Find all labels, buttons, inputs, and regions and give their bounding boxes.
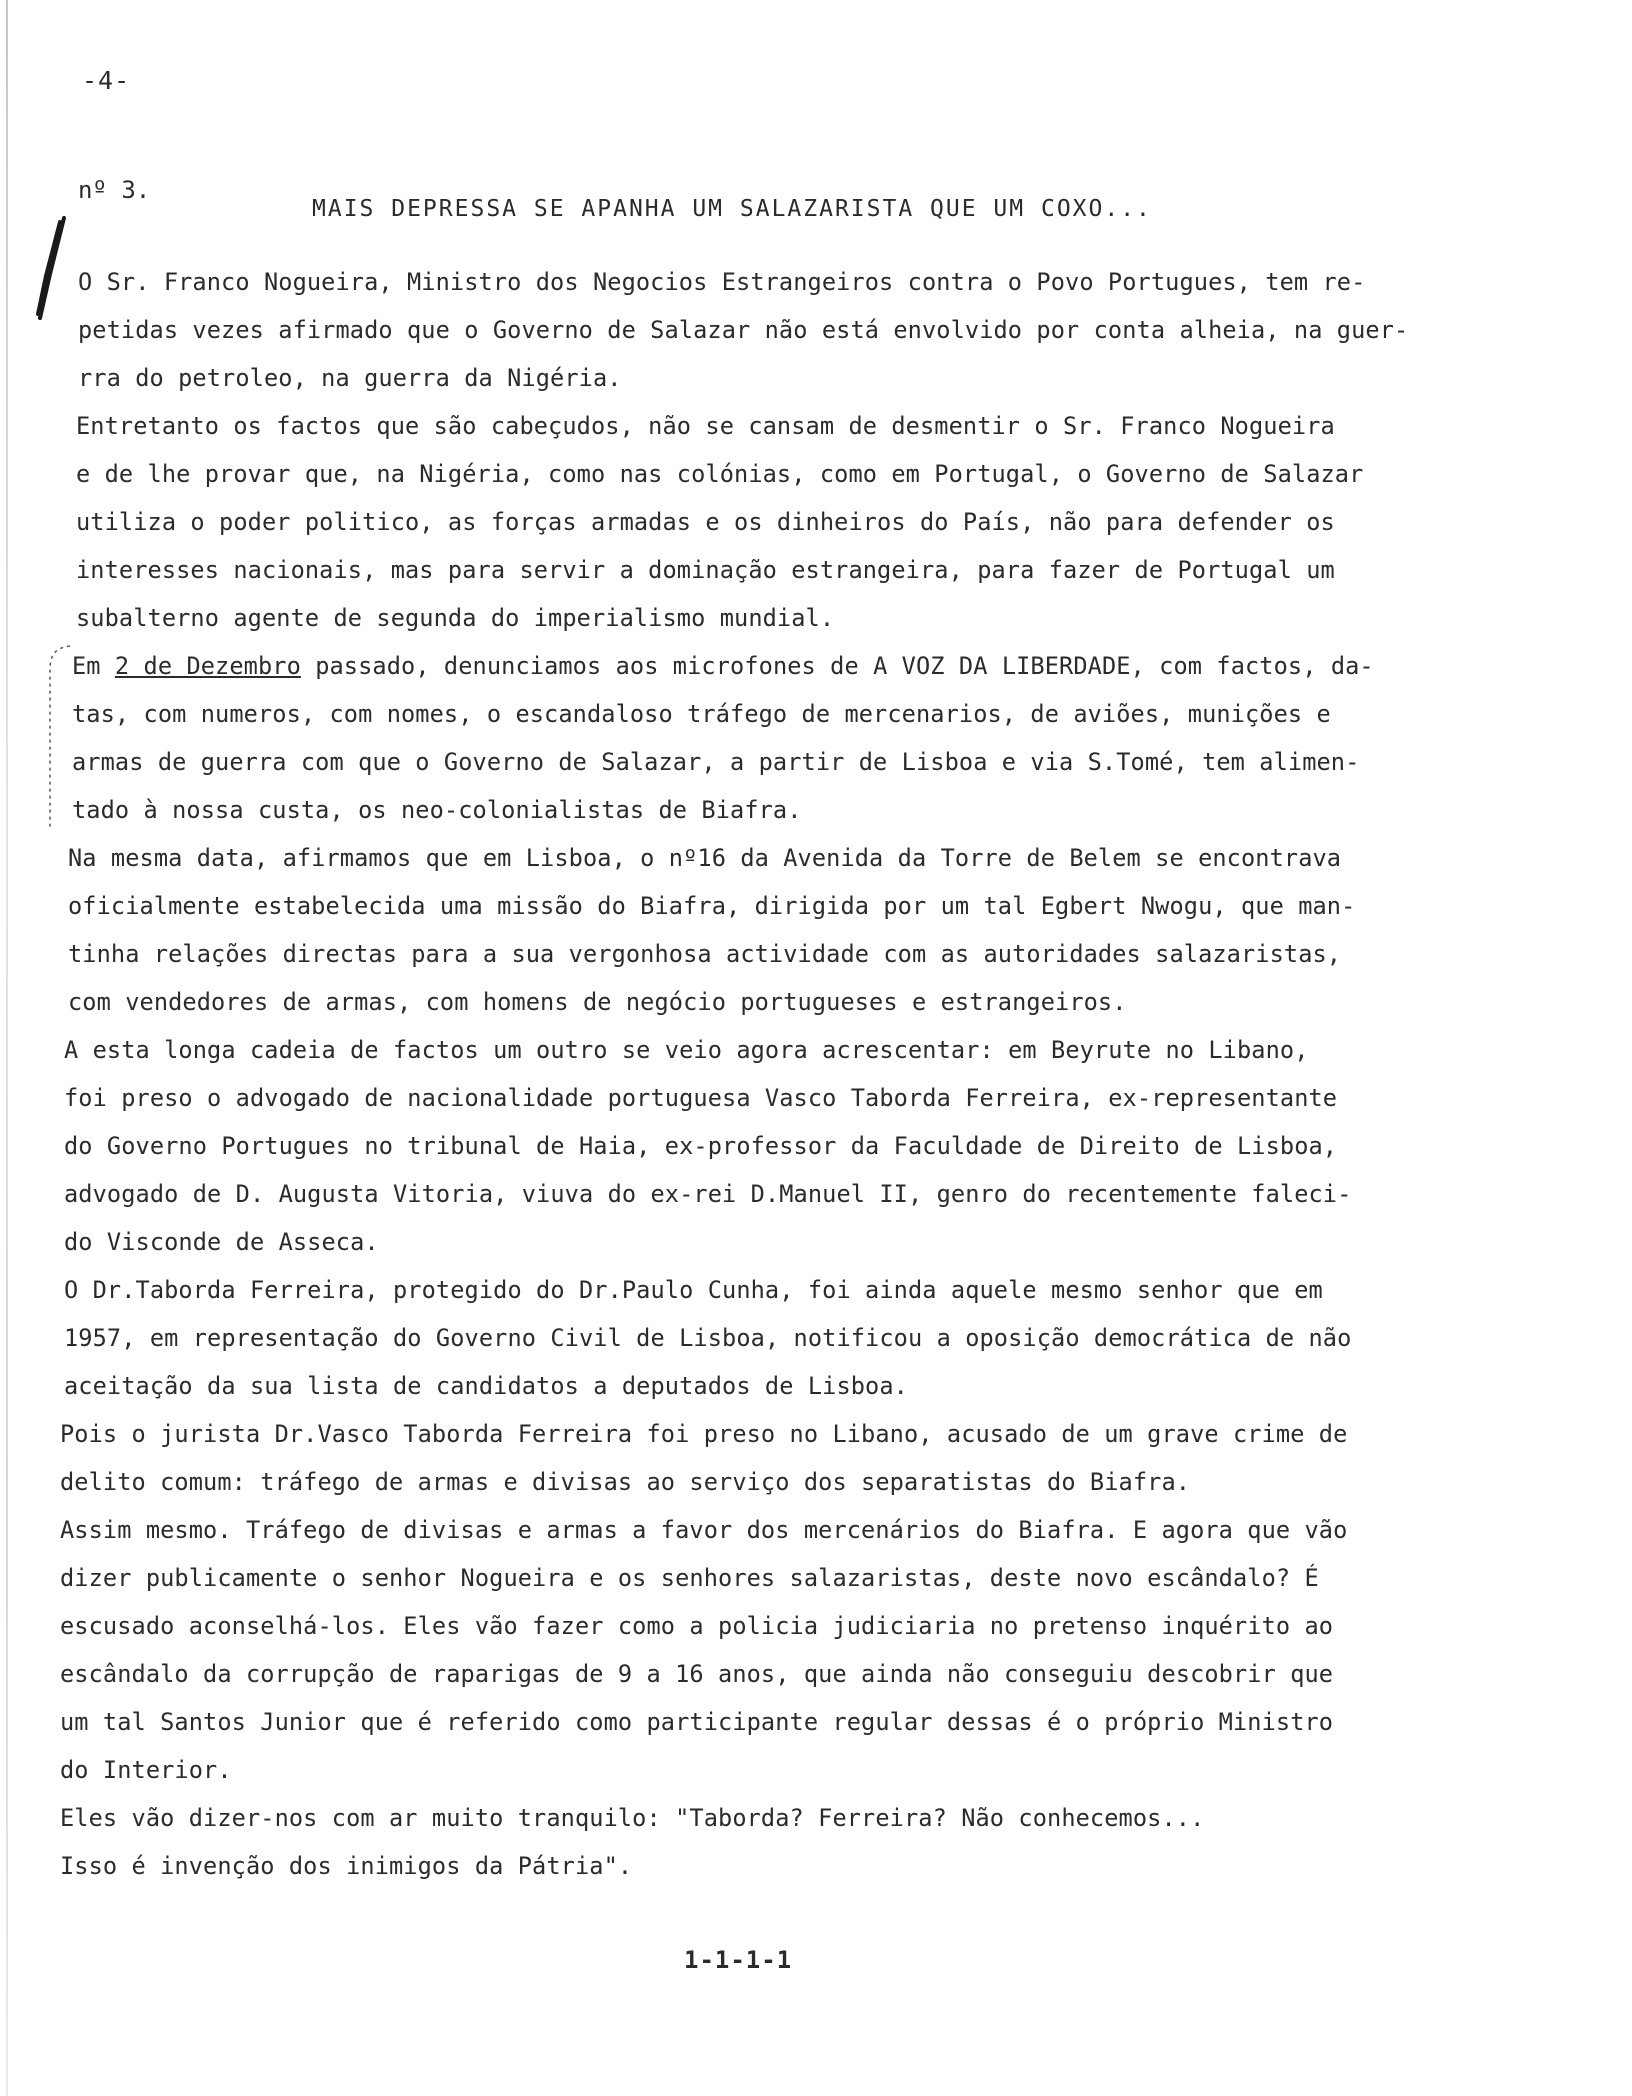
text-line: escusado aconselhá-los. Eles vão fazer como a policia judiciaria no pretenso inquérito ao — [60, 1612, 1334, 1640]
text-line: armas de guerra com que o Governo de Salazar, a partir de Lisboa e via S.Tomé, tem alimen- — [72, 748, 1360, 776]
text-line: delito comum: tráfego de armas e divisas ao serviço dos separatistas do Biafra. — [60, 1468, 1191, 1496]
text-line: Pois o jurista Dr.Vasco Taborda Ferreira foi preso no Libano, acusado de um grave crime de — [60, 1420, 1348, 1448]
text-line: dizer publicamente o senhor Nogueira e os senhores salazaristas, deste novo escândalo? É — [60, 1564, 1319, 1592]
underlined-line-rest: passado, denunciamos aos microfones de A VOZ DA LIBERDADE, com factos, da- — [300, 652, 1374, 680]
text-line: aceitação da sua lista de candidatos a deputados de Lisboa. — [64, 1372, 908, 1400]
text-line: com vendedores de armas, com homens de negócio portugueses e estrangeiros. — [68, 988, 1127, 1016]
text-line: um tal Santos Junior que é referido como participante regular dessas é o próprio Ministro — [60, 1708, 1334, 1736]
text-line: O Dr.Taborda Ferreira, protegido do Dr.Paulo Cunha, foi ainda aquele mesmo senhor que em — [64, 1276, 1323, 1304]
text-line: tinha relações directas para a sua vergonhosa actividade com as autoridades salazaristas, — [68, 940, 1342, 968]
underlined-line-start: Em — [72, 652, 115, 680]
item-number: nº 3. — [78, 176, 151, 204]
underlined-phrase: 2 de Dezembro — [114, 652, 301, 680]
text-line: 1957, em representação do Governo Civil de Lisboa, notificou a oposição democrática de não — [64, 1324, 1352, 1352]
text-line: O Sr. Franco Nogueira, Ministro dos Negocios Estrangeiros contra o Povo Portugues, tem re- — [78, 268, 1366, 296]
text-line-first-underlined — [60, 642, 1530, 690]
text-line: petidas vezes afirmado que o Governo de Salazar não está envolvido por conta alheia, na guer- — [78, 316, 1409, 344]
text-line: oficialmente estabelecida uma missão do Biafra, dirigida por um tal Egbert Nwogu, que man- — [68, 892, 1356, 920]
text-line: Eles vão dizer-nos com ar muito tranquilo: "Taborda? Ferreira? Não conhecemos... — [60, 1804, 1205, 1832]
text-line: do Governo Portugues no tribunal de Haia, ex-professor da Faculdade de Direito de Lisboa, — [64, 1132, 1338, 1160]
headline: MAIS DEPRESSA SE APANHA UM SALAZARISTA QUE UM COXO... — [312, 196, 1152, 222]
text-line: escândalo da corrupção de raparigas de 9 a 16 anos, que ainda não conseguiu descobrir que — [60, 1660, 1334, 1688]
text-line: utiliza o poder politico, as forças armadas e os dinheiros do País, não para defender os — [76, 508, 1335, 536]
text-line: advogado de D. Augusta Vitoria, viuva do ex-rei D.Manuel II, genro do recentemente faleci- — [64, 1180, 1352, 1208]
text-line: e de lhe provar que, na Nigéria, como nas colónias, como em Portugal, o Governo de Salazar — [76, 460, 1364, 488]
text-line: Assim mesmo. Tráfego de divisas e armas a favor dos mercenários do Biafra. E agora que vão — [60, 1516, 1348, 1544]
text-line: Entretanto os factos que são cabeçudos, não se cansam de desmentir o Sr. Franco Nogueira — [76, 412, 1335, 440]
text-line: subalterno agente de segunda do imperialismo mundial. — [76, 604, 835, 632]
page-number: -4- — [82, 66, 131, 95]
text-line: rra do petroleo, na guerra da Nigéria. — [78, 364, 622, 392]
scan-edge — [6, 0, 8, 2096]
body-text — [60, 258, 1530, 1890]
text-line: Isso é invenção dos inimigos da Pátria". — [60, 1852, 633, 1880]
text-line: tado à nossa custa, os neo-colonialistas de Biafra. — [72, 796, 802, 824]
text-line: do Interior. — [60, 1756, 232, 1784]
text-line: A esta longa cadeia de factos um outro se veio agora acrescentar: em Beyrute no Libano, — [64, 1036, 1309, 1064]
footer-code: 1-1-1-1 — [684, 1946, 793, 1974]
text-line: interesses nacionais, mas para servir a dominação estrangeira, para fazer de Portugal um — [76, 556, 1335, 584]
text-line: tas, com numeros, com nomes, o escandaloso tráfego de mercenarios, de aviões, munições e — [72, 700, 1331, 728]
text-line: Na mesma data, afirmamos que em Lisboa, o nº16 da Avenida da Torre de Belem se encontrava — [68, 844, 1342, 872]
text-line: do Visconde de Asseca. — [64, 1228, 379, 1256]
text-line: foi preso o advogado de nacionalidade portuguesa Vasco Taborda Ferreira, ex-representante — [64, 1084, 1338, 1112]
